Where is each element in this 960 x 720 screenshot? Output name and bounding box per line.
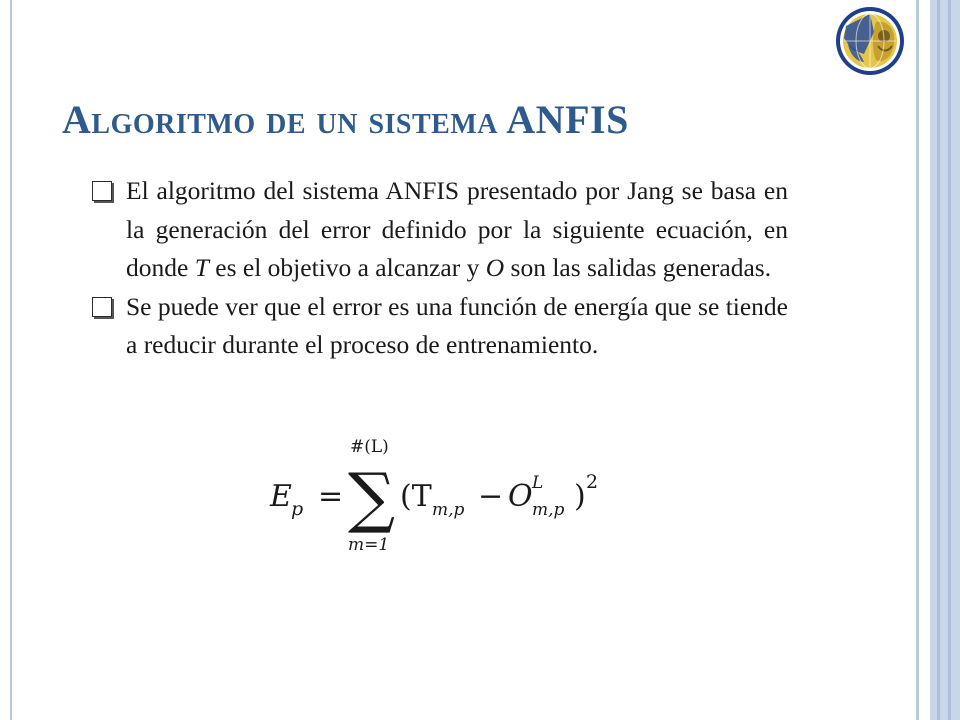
eq-minus: − [478,479,504,514]
bullet-text: El algoritmo del sistema ANFIS presentado por Jang se basa en la generación del error definido por la siguiente ecuación, en donde [126,176,788,282]
eq-sigma: ∑ [348,459,396,536]
eq-open-t: (T [400,479,432,514]
eq-o-sub: m,p [532,500,565,520]
slide-frame-left [10,0,12,720]
slide-frame-right-line [948,0,951,720]
eq-power: 2 [586,471,599,493]
university-logo-icon [834,4,906,78]
eq-lower-limit: m=1 [348,535,390,555]
square-bullet-icon [92,297,112,317]
bullet-text: es el objetivo a alcanzar y [208,253,486,282]
bullet-text: Se puede ver que el error es una función de energía que se tiende a reducir durante el proceso de entrenamiento. [126,291,788,359]
slide-frame-right [916,0,919,720]
slide-frame-right-line [937,0,940,720]
eq-o-sup: L [532,473,544,493]
variable-t: T [194,253,209,282]
slide-title: Algoritmo de un sistema ANFIS [62,97,629,142]
bullet-list [88,172,788,365]
eq-equals: = [318,479,344,514]
eq-t-sub: m,p [432,500,465,520]
eq-close: ) [574,479,586,514]
error-equation [260,438,620,558]
bullet-item [88,172,788,288]
eq-lhs: E [270,479,292,514]
variable-o: O [485,253,505,282]
eq-upper-limit: #(L) [350,438,389,457]
bullet-text: son las salidas generadas. [504,253,772,282]
eq-o: O [508,479,533,514]
eq-lhs-sub: p [291,498,304,520]
square-bullet-icon [92,181,112,201]
slide-frame-right-band [930,0,960,720]
bullet-item [88,288,788,365]
